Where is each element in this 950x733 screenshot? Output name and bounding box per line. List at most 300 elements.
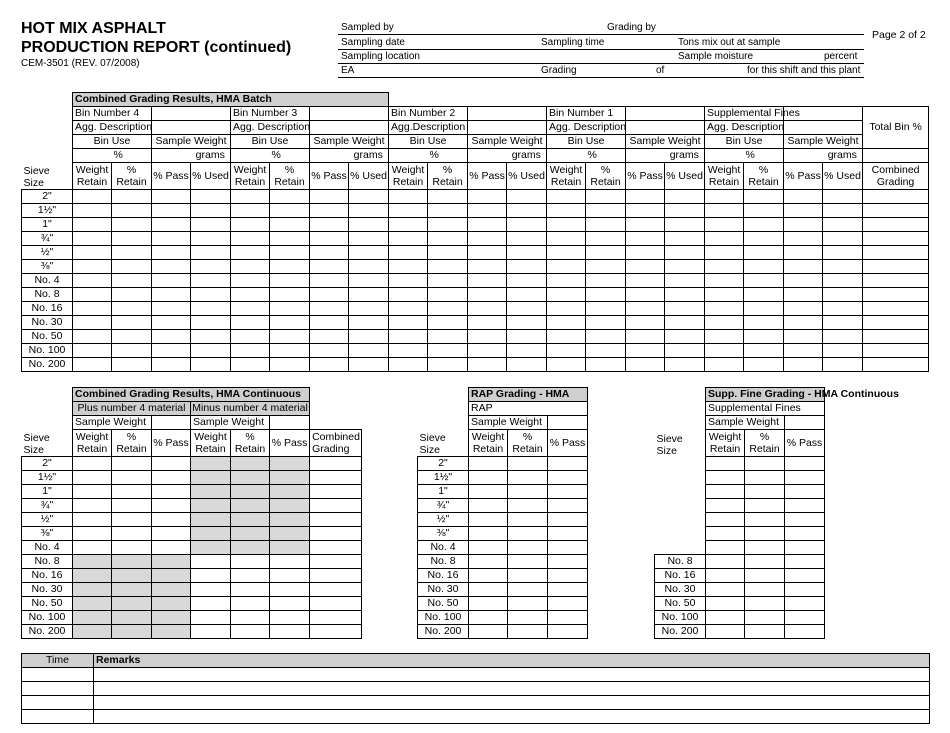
data-cell[interactable]	[705, 288, 744, 302]
data-cell[interactable]	[428, 358, 468, 372]
data-cell[interactable]	[706, 513, 745, 527]
data-cell[interactable]	[784, 190, 823, 204]
data-cell[interactable]	[468, 190, 507, 204]
total-bin-field[interactable]	[863, 149, 929, 163]
sample-weight-field[interactable]	[468, 149, 507, 163]
data-cell[interactable]	[548, 625, 588, 639]
data-cell[interactable]	[468, 344, 507, 358]
data-cell[interactable]	[823, 190, 863, 204]
sample-weight-field[interactable]	[310, 149, 349, 163]
data-cell[interactable]	[310, 232, 349, 246]
data-cell[interactable]	[469, 611, 508, 625]
data-cell[interactable]	[706, 527, 745, 541]
data-cell[interactable]	[823, 344, 863, 358]
data-cell[interactable]	[626, 190, 665, 204]
data-cell[interactable]	[507, 358, 547, 372]
sample-weight-field[interactable]	[784, 149, 823, 163]
minus-4-cell[interactable]	[191, 597, 231, 611]
data-cell[interactable]	[310, 302, 349, 316]
data-cell[interactable]	[152, 218, 191, 232]
plus-4-cell[interactable]	[112, 513, 152, 527]
data-cell[interactable]	[548, 471, 588, 485]
data-cell[interactable]	[626, 204, 665, 218]
data-cell[interactable]	[389, 232, 428, 246]
data-cell[interactable]	[231, 246, 270, 260]
combined-grading-cell[interactable]	[310, 457, 362, 471]
data-cell[interactable]	[349, 260, 389, 274]
ea-field[interactable]	[338, 77, 864, 78]
data-cell[interactable]	[349, 288, 389, 302]
data-cell[interactable]	[548, 583, 588, 597]
combined-grading-cell[interactable]	[310, 541, 362, 555]
data-cell[interactable]	[626, 344, 665, 358]
data-cell[interactable]	[508, 485, 548, 499]
combined-grading-cell[interactable]	[310, 499, 362, 513]
data-cell[interactable]	[586, 190, 626, 204]
sampled-by-field[interactable]	[338, 34, 864, 35]
data-cell[interactable]	[349, 274, 389, 288]
data-cell[interactable]	[508, 541, 548, 555]
data-cell[interactable]	[428, 218, 468, 232]
combined-grading-cell[interactable]	[310, 597, 362, 611]
data-cell[interactable]	[744, 204, 784, 218]
data-cell[interactable]	[508, 471, 548, 485]
data-cell[interactable]	[626, 316, 665, 330]
combined-grading-cell[interactable]	[310, 583, 362, 597]
data-cell[interactable]	[191, 344, 231, 358]
data-cell[interactable]	[428, 330, 468, 344]
data-cell[interactable]	[744, 260, 784, 274]
data-cell[interactable]	[863, 260, 929, 274]
data-cell[interactable]	[823, 302, 863, 316]
time-cell[interactable]	[22, 696, 94, 710]
bin-name-value[interactable]	[468, 107, 547, 121]
data-cell[interactable]	[705, 274, 744, 288]
data-cell[interactable]	[548, 569, 588, 583]
data-cell[interactable]	[508, 611, 548, 625]
data-cell[interactable]	[389, 218, 428, 232]
plus-4-cell[interactable]	[112, 541, 152, 555]
plus-4-cell[interactable]	[73, 499, 112, 513]
data-cell[interactable]	[586, 246, 626, 260]
data-cell[interactable]	[785, 611, 825, 625]
data-cell[interactable]	[231, 274, 270, 288]
sample-weight-field[interactable]	[152, 149, 191, 163]
plus-4-cell[interactable]	[152, 471, 191, 485]
data-cell[interactable]	[706, 597, 745, 611]
data-cell[interactable]	[152, 260, 191, 274]
data-cell[interactable]	[744, 274, 784, 288]
data-cell[interactable]	[507, 316, 547, 330]
data-cell[interactable]	[705, 204, 744, 218]
data-cell[interactable]	[73, 316, 112, 330]
minus-4-cell[interactable]	[191, 583, 231, 597]
data-cell[interactable]	[270, 358, 310, 372]
data-cell[interactable]	[547, 218, 586, 232]
data-cell[interactable]	[705, 232, 744, 246]
data-cell[interactable]	[785, 555, 825, 569]
minus-4-cell[interactable]	[270, 583, 310, 597]
data-cell[interactable]	[784, 330, 823, 344]
data-cell[interactable]	[389, 344, 428, 358]
data-cell[interactable]	[191, 358, 231, 372]
data-cell[interactable]	[665, 218, 705, 232]
data-cell[interactable]	[152, 330, 191, 344]
data-cell[interactable]	[310, 218, 349, 232]
data-cell[interactable]	[191, 288, 231, 302]
data-cell[interactable]	[389, 288, 428, 302]
data-cell[interactable]	[744, 330, 784, 344]
data-cell[interactable]	[231, 260, 270, 274]
plus-4-cell[interactable]	[73, 471, 112, 485]
data-cell[interactable]	[468, 316, 507, 330]
data-cell[interactable]	[428, 190, 468, 204]
data-cell[interactable]	[784, 260, 823, 274]
data-cell[interactable]	[508, 597, 548, 611]
data-cell[interactable]	[626, 330, 665, 344]
data-cell[interactable]	[507, 274, 547, 288]
data-cell[interactable]	[469, 485, 508, 499]
sampling-location-field[interactable]	[338, 63, 864, 64]
data-cell[interactable]	[469, 527, 508, 541]
data-cell[interactable]	[823, 288, 863, 302]
data-cell[interactable]	[310, 190, 349, 204]
data-cell[interactable]	[469, 541, 508, 555]
data-cell[interactable]	[231, 218, 270, 232]
data-cell[interactable]	[547, 358, 586, 372]
data-cell[interactable]	[745, 555, 785, 569]
data-cell[interactable]	[508, 513, 548, 527]
data-cell[interactable]	[270, 288, 310, 302]
data-cell[interactable]	[745, 499, 785, 513]
data-cell[interactable]	[665, 204, 705, 218]
time-cell[interactable]	[22, 710, 94, 724]
minus-4-cell[interactable]	[270, 611, 310, 625]
bin-name-value[interactable]	[310, 107, 389, 121]
data-cell[interactable]	[231, 204, 270, 218]
bin-name-value[interactable]	[152, 107, 231, 121]
data-cell[interactable]	[270, 246, 310, 260]
data-cell[interactable]	[785, 527, 825, 541]
data-cell[interactable]	[191, 190, 231, 204]
data-cell[interactable]	[705, 190, 744, 204]
data-cell[interactable]	[270, 302, 310, 316]
minus-4-cell[interactable]	[231, 583, 270, 597]
data-cell[interactable]	[469, 583, 508, 597]
plus-4-cell[interactable]	[152, 527, 191, 541]
data-cell[interactable]	[784, 274, 823, 288]
data-cell[interactable]	[349, 246, 389, 260]
data-cell[interactable]	[586, 358, 626, 372]
data-cell[interactable]	[705, 246, 744, 260]
data-cell[interactable]	[468, 204, 507, 218]
combined-grading-cell[interactable]	[310, 625, 362, 639]
data-cell[interactable]	[270, 330, 310, 344]
data-cell[interactable]	[191, 316, 231, 330]
data-cell[interactable]	[152, 344, 191, 358]
data-cell[interactable]	[665, 190, 705, 204]
data-cell[interactable]	[469, 597, 508, 611]
data-cell[interactable]	[785, 457, 825, 471]
data-cell[interactable]	[744, 288, 784, 302]
data-cell[interactable]	[310, 316, 349, 330]
data-cell[interactable]	[73, 302, 112, 316]
data-cell[interactable]	[507, 288, 547, 302]
data-cell[interactable]	[706, 611, 745, 625]
data-cell[interactable]	[705, 358, 744, 372]
data-cell[interactable]	[112, 344, 152, 358]
data-cell[interactable]	[626, 288, 665, 302]
plus-4-cell[interactable]	[112, 527, 152, 541]
data-cell[interactable]	[665, 246, 705, 260]
data-cell[interactable]	[705, 218, 744, 232]
data-cell[interactable]	[468, 358, 507, 372]
data-cell[interactable]	[428, 274, 468, 288]
data-cell[interactable]	[310, 260, 349, 274]
data-cell[interactable]	[706, 471, 745, 485]
data-cell[interactable]	[665, 288, 705, 302]
data-cell[interactable]	[310, 344, 349, 358]
minus-4-cell[interactable]	[191, 569, 231, 583]
agg-description-field[interactable]	[784, 121, 863, 135]
data-cell[interactable]	[784, 246, 823, 260]
combined-grading-cell[interactable]	[310, 555, 362, 569]
data-cell[interactable]	[706, 583, 745, 597]
data-cell[interactable]	[428, 246, 468, 260]
data-cell[interactable]	[784, 204, 823, 218]
data-cell[interactable]	[705, 330, 744, 344]
data-cell[interactable]	[349, 204, 389, 218]
data-cell[interactable]	[191, 274, 231, 288]
data-cell[interactable]	[785, 471, 825, 485]
data-cell[interactable]	[705, 316, 744, 330]
minus-4-cell[interactable]	[231, 611, 270, 625]
plus-4-cell[interactable]	[73, 513, 112, 527]
data-cell[interactable]	[744, 344, 784, 358]
data-cell[interactable]	[745, 457, 785, 471]
data-cell[interactable]	[349, 358, 389, 372]
data-cell[interactable]	[310, 358, 349, 372]
data-cell[interactable]	[823, 260, 863, 274]
data-cell[interactable]	[468, 288, 507, 302]
data-cell[interactable]	[112, 218, 152, 232]
bin-use-field[interactable]	[389, 149, 428, 163]
data-cell[interactable]	[349, 302, 389, 316]
data-cell[interactable]	[626, 274, 665, 288]
data-cell[interactable]	[823, 316, 863, 330]
data-cell[interactable]	[547, 302, 586, 316]
remarks-cell[interactable]	[94, 668, 930, 682]
data-cell[interactable]	[745, 513, 785, 527]
minus-4-cell[interactable]	[270, 625, 310, 639]
sample-weight-field[interactable]	[785, 416, 825, 430]
data-cell[interactable]	[785, 625, 825, 639]
data-cell[interactable]	[469, 513, 508, 527]
data-cell[interactable]	[231, 316, 270, 330]
data-cell[interactable]	[665, 232, 705, 246]
data-cell[interactable]	[863, 232, 929, 246]
data-cell[interactable]	[547, 344, 586, 358]
sampling-date-field[interactable]	[338, 49, 864, 50]
data-cell[interactable]	[665, 344, 705, 358]
data-cell[interactable]	[665, 302, 705, 316]
data-cell[interactable]	[349, 218, 389, 232]
data-cell[interactable]	[152, 316, 191, 330]
data-cell[interactable]	[191, 204, 231, 218]
data-cell[interactable]	[626, 246, 665, 260]
data-cell[interactable]	[73, 288, 112, 302]
data-cell[interactable]	[823, 330, 863, 344]
minus-4-cell[interactable]	[191, 625, 231, 639]
data-cell[interactable]	[706, 457, 745, 471]
agg-description-field[interactable]	[626, 121, 705, 135]
minus-4-cell[interactable]	[231, 625, 270, 639]
data-cell[interactable]	[785, 583, 825, 597]
data-cell[interactable]	[507, 330, 547, 344]
data-cell[interactable]	[586, 330, 626, 344]
data-cell[interactable]	[784, 316, 823, 330]
combined-grading-cell[interactable]	[310, 471, 362, 485]
data-cell[interactable]	[863, 190, 929, 204]
data-cell[interactable]	[112, 246, 152, 260]
data-cell[interactable]	[863, 288, 929, 302]
data-cell[interactable]	[469, 569, 508, 583]
data-cell[interactable]	[389, 316, 428, 330]
data-cell[interactable]	[73, 344, 112, 358]
data-cell[interactable]	[548, 555, 588, 569]
data-cell[interactable]	[745, 485, 785, 499]
data-cell[interactable]	[112, 330, 152, 344]
data-cell[interactable]	[547, 232, 586, 246]
data-cell[interactable]	[270, 218, 310, 232]
sample-weight-field[interactable]	[270, 416, 310, 430]
data-cell[interactable]	[270, 190, 310, 204]
remarks-cell[interactable]	[94, 696, 930, 710]
data-cell[interactable]	[231, 232, 270, 246]
data-cell[interactable]	[508, 527, 548, 541]
combined-grading-cell[interactable]	[310, 611, 362, 625]
data-cell[interactable]	[547, 316, 586, 330]
data-cell[interactable]	[469, 625, 508, 639]
data-cell[interactable]	[152, 288, 191, 302]
data-cell[interactable]	[745, 625, 785, 639]
plus-4-cell[interactable]	[73, 457, 112, 471]
data-cell[interactable]	[823, 204, 863, 218]
data-cell[interactable]	[468, 274, 507, 288]
minus-4-cell[interactable]	[270, 569, 310, 583]
data-cell[interactable]	[349, 316, 389, 330]
data-cell[interactable]	[705, 260, 744, 274]
data-cell[interactable]	[744, 246, 784, 260]
data-cell[interactable]	[586, 232, 626, 246]
data-cell[interactable]	[191, 260, 231, 274]
data-cell[interactable]	[507, 232, 547, 246]
data-cell[interactable]	[112, 302, 152, 316]
data-cell[interactable]	[823, 274, 863, 288]
data-cell[interactable]	[73, 260, 112, 274]
combined-grading-cell[interactable]	[310, 527, 362, 541]
data-cell[interactable]	[547, 260, 586, 274]
data-cell[interactable]	[270, 316, 310, 330]
combined-grading-cell[interactable]	[310, 513, 362, 527]
data-cell[interactable]	[863, 274, 929, 288]
agg-description-field[interactable]	[468, 121, 547, 135]
data-cell[interactable]	[270, 344, 310, 358]
data-cell[interactable]	[863, 204, 929, 218]
remarks-cell[interactable]	[94, 682, 930, 696]
data-cell[interactable]	[586, 274, 626, 288]
data-cell[interactable]	[469, 555, 508, 569]
data-cell[interactable]	[270, 260, 310, 274]
data-cell[interactable]	[73, 274, 112, 288]
minus-4-cell[interactable]	[191, 555, 231, 569]
data-cell[interactable]	[785, 485, 825, 499]
data-cell[interactable]	[112, 358, 152, 372]
data-cell[interactable]	[310, 246, 349, 260]
minus-4-cell[interactable]	[191, 611, 231, 625]
agg-description-field[interactable]	[152, 121, 231, 135]
data-cell[interactable]	[586, 260, 626, 274]
data-cell[interactable]	[863, 218, 929, 232]
data-cell[interactable]	[548, 485, 588, 499]
data-cell[interactable]	[665, 316, 705, 330]
data-cell[interactable]	[389, 260, 428, 274]
data-cell[interactable]	[469, 499, 508, 513]
data-cell[interactable]	[507, 260, 547, 274]
data-cell[interactable]	[270, 274, 310, 288]
data-cell[interactable]	[823, 358, 863, 372]
data-cell[interactable]	[548, 457, 588, 471]
data-cell[interactable]	[586, 288, 626, 302]
minus-4-cell[interactable]	[270, 555, 310, 569]
data-cell[interactable]	[548, 527, 588, 541]
data-cell[interactable]	[863, 330, 929, 344]
data-cell[interactable]	[745, 471, 785, 485]
data-cell[interactable]	[784, 232, 823, 246]
data-cell[interactable]	[428, 302, 468, 316]
minus-4-cell[interactable]	[231, 597, 270, 611]
data-cell[interactable]	[310, 204, 349, 218]
data-cell[interactable]	[626, 232, 665, 246]
data-cell[interactable]	[706, 541, 745, 555]
data-cell[interactable]	[507, 190, 547, 204]
data-cell[interactable]	[73, 358, 112, 372]
data-cell[interactable]	[548, 597, 588, 611]
data-cell[interactable]	[231, 330, 270, 344]
data-cell[interactable]	[231, 358, 270, 372]
data-cell[interactable]	[270, 204, 310, 218]
plus-4-cell[interactable]	[152, 499, 191, 513]
data-cell[interactable]	[310, 330, 349, 344]
data-cell[interactable]	[191, 302, 231, 316]
data-cell[interactable]	[310, 288, 349, 302]
data-cell[interactable]	[152, 302, 191, 316]
data-cell[interactable]	[428, 344, 468, 358]
data-cell[interactable]	[626, 302, 665, 316]
data-cell[interactable]	[428, 260, 468, 274]
data-cell[interactable]	[626, 260, 665, 274]
data-cell[interactable]	[547, 190, 586, 204]
plus-4-cell[interactable]	[152, 513, 191, 527]
data-cell[interactable]	[349, 330, 389, 344]
data-cell[interactable]	[468, 260, 507, 274]
data-cell[interactable]	[389, 358, 428, 372]
data-cell[interactable]	[547, 274, 586, 288]
data-cell[interactable]	[745, 583, 785, 597]
data-cell[interactable]	[231, 190, 270, 204]
data-cell[interactable]	[706, 625, 745, 639]
data-cell[interactable]	[191, 246, 231, 260]
